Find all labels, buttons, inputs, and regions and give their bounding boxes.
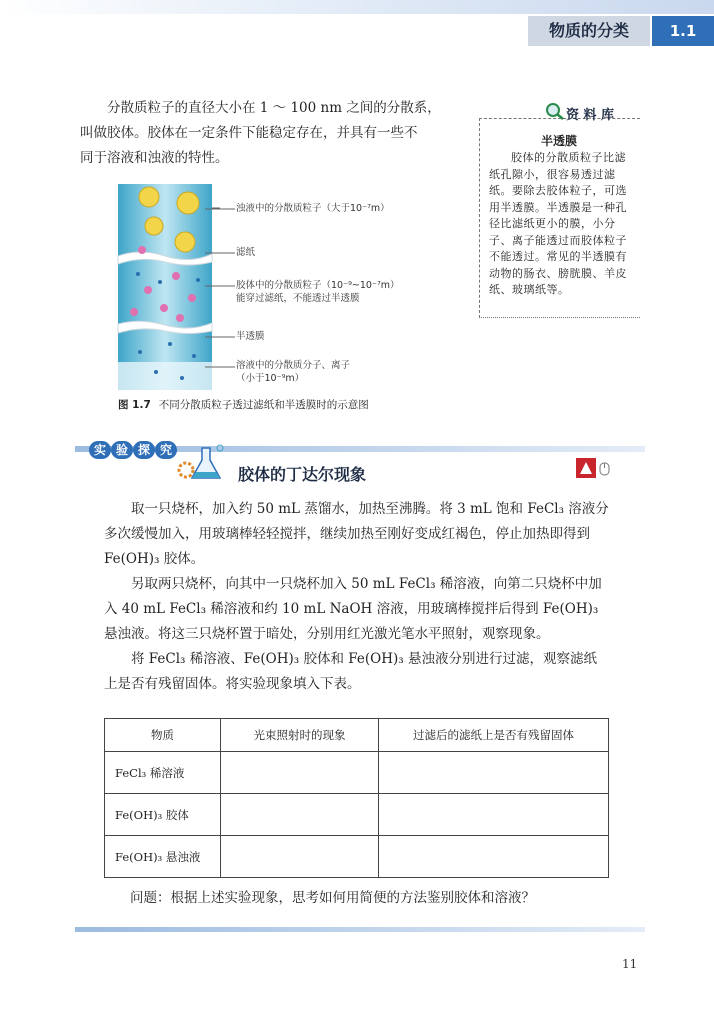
resource-box-text: 胶体的分散质粒子比滤纸孔隙小，很容易透过滤纸。要除去胶体粒子，可选用半透膜。半透膜是一种孔径比滤纸更小的膜，小分子、离子能透过而胶体粒子不能透过。常见的半透膜有动物的肠衣、膀胱膜、羊皮纸、玻璃纸等。 — [489, 151, 627, 296]
table-cell-light[interactable] — [221, 836, 379, 878]
figure-caption-number: 图 1.7 — [118, 399, 151, 411]
table-cell-filter[interactable] — [379, 836, 609, 878]
experiment-paragraph: 将 FeCl₃ 稀溶液、Fe(OH)₃ 胶体和 Fe(OH)₃ 悬浊液分别进行过滤，观察滤纸上是否有残留固体。将实验现象填入下表。 — [104, 651, 597, 692]
intro-line: 分散质粒子的直径大小在 1 ～ 100 nm 之间的分散系， — [107, 100, 441, 116]
label-filter-paper: 滤纸 — [236, 247, 256, 258]
table-cell-substance: Fe(OH)₃ 胶体 — [105, 794, 221, 836]
resource-box-subtitle: 半透膜 — [540, 134, 577, 148]
chapter-title: 物质的分类 — [528, 16, 650, 46]
table-cell-light[interactable] — [221, 752, 379, 794]
label-suspension-particles: 浊液中的分散质粒子（大于10⁻⁷m） — [236, 203, 390, 214]
table-cell-substance: FeCl₃ 稀溶液 — [105, 752, 221, 794]
experiment-text — [104, 497, 610, 697]
observation-table — [104, 718, 609, 878]
magnifier-icon — [544, 101, 566, 121]
experiment-paragraph: 取一只烧杯，加入约 50 mL 蒸馏水，加热至沸腾。将 3 mL 饱和 FeCl₃ 溶液分多次缓慢加入，用玻璃棒轻轻搅拌，继续加热至刚好变成红褐色，停止加热即得到 Fe(OH)₃ 胶体。 — [104, 501, 609, 567]
experiment-title: 胶体的丁达尔现象 — [238, 465, 367, 484]
section-tag-char: 验 — [111, 441, 133, 459]
dispersion-diagram — [110, 184, 220, 390]
figure-leader-lines — [205, 200, 235, 380]
section-tag-char: 实 — [89, 441, 111, 459]
table-row — [105, 752, 609, 794]
page-number: 11 — [622, 957, 638, 971]
table-cell-filter[interactable] — [379, 794, 609, 836]
table-header-row — [105, 719, 609, 752]
header-band — [0, 0, 714, 14]
label-colloid-particles: 胶体中的分散质粒子（10⁻⁹~10⁻⁷m） — [236, 280, 400, 291]
flask-icon — [176, 442, 226, 484]
table-header: 物质 — [105, 719, 221, 752]
table-header: 过滤后的滤纸上是否有残留固体 — [379, 719, 609, 752]
label-colloid-note: 能穿过滤纸，不能透过半透膜 — [236, 293, 360, 304]
table-row — [105, 836, 609, 878]
table-header: 光束照射时的现象 — [221, 719, 379, 752]
question-text: 问题：根据上述实验现象，思考如何用简便的方法鉴别胶体和溶液？ — [130, 890, 535, 906]
resource-box-title: 资 料 库 — [566, 108, 615, 123]
intro-line: 叫做胶体。胶体在一定条件下能稳定存在，并具有一些不 — [80, 125, 418, 141]
table-cell-light[interactable] — [221, 794, 379, 836]
intro-line: 同于溶液和浊液的特性。 — [80, 150, 229, 166]
section-number: 1.1 — [652, 16, 714, 46]
label-solution-particles: 溶液中的分散质分子、离子 — [236, 360, 351, 371]
footer-band — [75, 927, 645, 932]
section-tag-char: 探 — [133, 441, 155, 459]
table-cell-filter[interactable] — [379, 752, 609, 794]
table-cell-substance: Fe(OH)₃ 悬浊液 — [105, 836, 221, 878]
experiment-paragraph: 另取两只烧杯，向其中一只烧杯加入 50 mL FeCl₃ 稀溶液，向第二只烧杯中加入 40 mL FeCl₃ 稀溶液和约 10 mL NaOH 溶液，用玻璃棒搅拌后得到 Fe(OH)₃ 悬浊液。将这三只烧杯置于暗处，分别用红光激光笔水平照射，观察现象。 — [104, 576, 602, 642]
table-row — [105, 794, 609, 836]
label-solution-size: （小于10⁻⁹m） — [236, 373, 305, 384]
section-tag-char: 究 — [155, 441, 177, 459]
label-membrane: 半透膜 — [236, 331, 265, 342]
figure-caption — [118, 397, 369, 412]
video-icon[interactable] — [576, 458, 612, 482]
figure-caption-text: 不同分散质粒子透过滤纸和半透膜时的示意图 — [158, 399, 369, 411]
intro-paragraph — [80, 96, 455, 171]
